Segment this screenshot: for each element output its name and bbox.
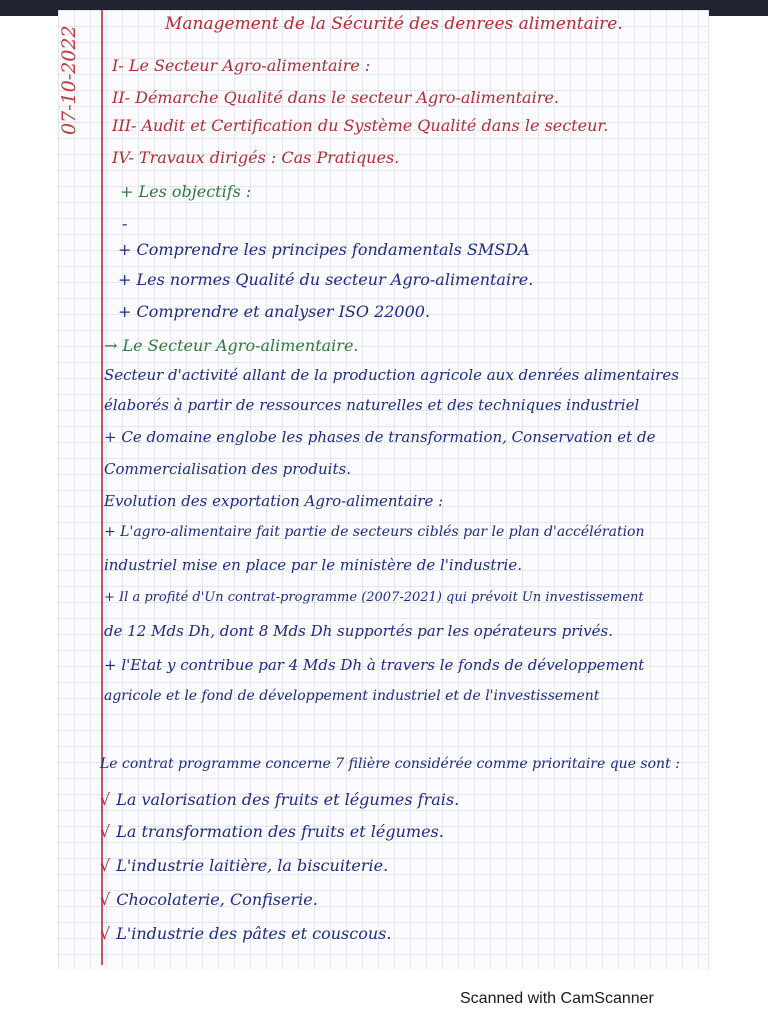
objective-3: + Comprendre et analyser ISO 22000. bbox=[118, 302, 431, 321]
camscanner-watermark: Scanned with CamScanner bbox=[460, 990, 654, 1007]
paragraph-line-10: + l'Etat y contribue par 4 Mds Dh à travers le fonds de développement bbox=[104, 656, 645, 674]
paragraph-line-6: + L'agro-alimentaire fait partie de secteurs ciblés par le plan d'accélération bbox=[104, 524, 645, 540]
checklist-item-3 bbox=[100, 856, 388, 875]
page-title: Management de la Sécurité des denrees alimentaire. bbox=[165, 14, 623, 34]
checklist-text: Chocolaterie, Confiserie. bbox=[116, 890, 318, 909]
checklist-text: La valorisation des fruits et légumes frais. bbox=[116, 790, 460, 809]
paragraph-line-8: + Il a profité d'Un contrat-programme (2007-2021) qui prévoit Un investissement bbox=[104, 590, 644, 605]
paragraph-line-4: Commercialisation des produits. bbox=[104, 460, 351, 478]
paragraph-line-11: agricole et le fond de développement industriel et de l'investissement bbox=[104, 688, 600, 704]
paragraph-line-2: élaborés à partir de ressources naturelles et des techniques industriel bbox=[104, 396, 640, 414]
paragraph-line-5: Evolution des exportation Agro-alimentaire : bbox=[104, 492, 444, 510]
checklist-text: L'industrie des pâtes et couscous. bbox=[116, 924, 392, 943]
check-icon: √ bbox=[100, 924, 111, 943]
plan-item-1: I- Le Secteur Agro-alimentaire : bbox=[112, 56, 371, 75]
checklist-text: La transformation des fruits et légumes. bbox=[116, 822, 444, 841]
objectives-heading: + Les objectifs : bbox=[120, 182, 252, 201]
plan-item-4: IV- Travaux dirigés : Cas Pratiques. bbox=[112, 148, 400, 167]
checklist-item-4 bbox=[100, 890, 318, 909]
plan-item-3: III- Audit et Certification du Système Qualité dans le secteur. bbox=[112, 116, 609, 135]
paragraph-line-9: de 12 Mds Dh, dont 8 Mds Dh supportés par les opérateurs privés. bbox=[104, 622, 614, 640]
check-icon: √ bbox=[100, 790, 111, 809]
paragraph-line-3: + Ce domaine englobe les phases de transformation, Conservation et de bbox=[104, 428, 656, 446]
checklist-item-1 bbox=[100, 790, 459, 809]
checklist-text: L'industrie laitière, la biscuiterie. bbox=[116, 856, 389, 875]
checklist-item-5 bbox=[100, 924, 391, 943]
section-heading: → Le Secteur Agro-alimentaire. bbox=[104, 336, 359, 355]
plan-item-2: II- Démarche Qualité dans le secteur Agro-alimentaire. bbox=[112, 88, 559, 107]
checklist-item-2 bbox=[100, 822, 444, 841]
check-icon: √ bbox=[100, 856, 111, 875]
objective-1: + Comprendre les principes fondamentals SMSDA bbox=[118, 240, 530, 259]
page-date: 07-10-2022 bbox=[58, 25, 80, 135]
paragraph-line-1: Secteur d'activité allant de la production agricole aux denrées alimentaires bbox=[104, 366, 679, 384]
check-icon: √ bbox=[100, 890, 111, 909]
objective-2: + Les normes Qualité du secteur Agro-alimentaire. bbox=[118, 270, 534, 289]
dash-mark: - bbox=[122, 214, 128, 233]
check-icon: √ bbox=[100, 822, 111, 841]
paragraph-line-7: industriel mise en place par le ministère de l'industrie. bbox=[104, 556, 522, 574]
contract-intro: Le contrat programme concerne 7 filière considérée comme prioritaire que sont : bbox=[100, 756, 680, 772]
